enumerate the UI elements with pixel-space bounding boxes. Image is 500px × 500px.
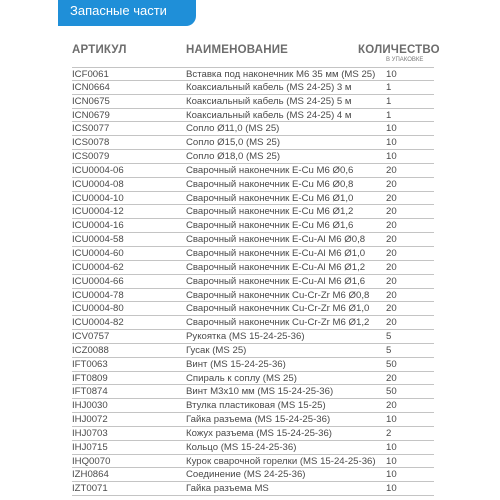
table-row [72, 441, 434, 455]
name-cell: Винт М3х10 мм (MS 15-24-25-36) [186, 386, 334, 398]
table-row [72, 122, 434, 136]
table-row [72, 67, 434, 81]
quantity-cell: 10 [386, 123, 397, 135]
quantity-cell: 20 [386, 303, 397, 315]
article-cell: ICF0061 [72, 69, 109, 80]
column-header-quantity-sub: В УПАКОВКЕ [386, 57, 424, 63]
article-cell: IHJ0030 [72, 400, 108, 412]
table-row [72, 247, 434, 261]
article-cell: IFT0809 [72, 372, 108, 384]
name-cell: Коаксиальный кабель (MS 24-25) 4 м [186, 109, 352, 121]
quantity-cell: 1 [386, 95, 392, 107]
article-cell: IFT0874 [72, 386, 108, 398]
quantity-cell: 20 [386, 206, 397, 218]
article-cell: ICS0079 [72, 151, 110, 163]
name-cell: Сварочный наконечник E-Cu-Al М6 Ø1,0 [186, 247, 366, 259]
table-row [72, 344, 434, 358]
quantity-cell: 20 [386, 192, 397, 204]
section-banner: Запасные части [58, 0, 196, 26]
name-cell: Коаксиальный кабель (MS 24-25) 5 м [186, 95, 352, 107]
table-row [72, 178, 434, 192]
article-cell: ICN0679 [72, 109, 110, 121]
quantity-cell: 10 [386, 137, 397, 149]
quantity-cell: 20 [386, 164, 397, 176]
table-row [72, 427, 434, 441]
table-row [72, 302, 434, 316]
quantity-cell: 50 [386, 358, 397, 370]
article-cell: ICU0004-06 [72, 164, 124, 176]
table-row [72, 164, 434, 178]
table-row [72, 233, 434, 247]
article-cell: ICS0077 [72, 123, 110, 135]
name-cell: Рукоятка (MS 15-24-25-36) [186, 331, 305, 343]
name-cell: Гайка разъема (MS 15-24-25-36) [186, 414, 331, 426]
column-header-article: АРТИКУЛ [72, 44, 127, 56]
table-row [72, 358, 434, 372]
table-row [72, 289, 434, 303]
parts-table [72, 67, 434, 496]
name-cell: Кольцо (MS 15-24-25-36) [186, 441, 297, 453]
quantity-cell: 20 [386, 247, 397, 259]
name-cell: Винт (MS 15-24-25-36) [186, 358, 286, 370]
article-cell: ICU0004-82 [72, 317, 124, 329]
name-cell: Сварочный наконечник Cu-Cr-Zr М6 Ø1,2 [186, 317, 370, 329]
article-cell: ICN0675 [72, 95, 110, 107]
quantity-cell: 10 [386, 69, 397, 80]
quantity-cell: 10 [386, 441, 397, 453]
article-cell: ICU0004-08 [72, 178, 124, 190]
table-row [72, 468, 434, 482]
article-cell: ICN0664 [72, 81, 110, 93]
article-cell: ICU0004-78 [72, 289, 124, 301]
table-row [72, 385, 434, 399]
name-cell: Сварочный наконечник E-Cu-Al М6 Ø0,8 [186, 234, 366, 246]
column-header-quantity: КОЛИЧЕСТВО [358, 44, 440, 56]
quantity-cell: 50 [386, 386, 397, 398]
quantity-cell: 20 [386, 275, 397, 287]
article-cell: ICU0004-60 [72, 247, 124, 259]
article-cell: ICS0078 [72, 137, 110, 149]
table-row [72, 330, 434, 344]
quantity-cell: 10 [386, 455, 397, 467]
quantity-cell: 20 [386, 261, 397, 273]
quantity-cell: 20 [386, 400, 397, 412]
quantity-cell: 20 [386, 178, 397, 190]
table-row [72, 219, 434, 233]
name-cell: Сварочный наконечник E-Cu М6 Ø0,6 [186, 164, 354, 176]
article-cell: IFT0063 [72, 358, 108, 370]
article-cell: ICV0757 [72, 331, 110, 343]
quantity-cell: 5 [386, 331, 392, 343]
table-row [72, 205, 434, 219]
article-cell: ICU0004-16 [72, 220, 124, 232]
table-row [72, 372, 434, 386]
quantity-cell: 20 [386, 234, 397, 246]
quantity-cell: 20 [386, 289, 397, 301]
name-cell: Гайка разъема MS [186, 483, 269, 495]
table-row [72, 275, 434, 289]
article-cell: ICU0004-80 [72, 303, 124, 315]
name-cell: Втулка пластиковая (MS 15-25) [186, 400, 326, 412]
name-cell: Сварочный наконечник E-Cu М6 Ø1,0 [186, 192, 354, 204]
article-cell: ICU0004-10 [72, 192, 124, 204]
quantity-cell: 10 [386, 483, 397, 495]
article-cell: IHQ0070 [72, 455, 111, 467]
table-row [72, 413, 434, 427]
table-row [72, 136, 434, 150]
quantity-cell: 1 [386, 109, 392, 121]
quantity-cell: 10 [386, 469, 397, 481]
name-cell: Гусак (MS 25) [186, 344, 247, 356]
name-cell: Спираль к соплу (MS 25) [186, 372, 297, 384]
article-cell: IZH0864 [72, 469, 109, 481]
quantity-cell: 10 [386, 151, 397, 163]
name-cell: Сварочный наконечник E-Cu-Al М6 Ø1,2 [186, 261, 366, 273]
article-cell: ICU0004-12 [72, 206, 124, 218]
article-cell: ICU0004-66 [72, 275, 124, 287]
table-row [72, 482, 434, 496]
column-header-name: НАИМЕНОВАНИЕ [186, 44, 289, 56]
article-cell: ICU0004-58 [72, 234, 124, 246]
article-cell: IHJ0715 [72, 441, 108, 453]
article-cell: IZT0071 [72, 483, 108, 495]
table-row [72, 150, 434, 164]
name-cell: Сопло Ø11,0 (MS 25) [186, 123, 280, 135]
quantity-cell: 10 [386, 414, 397, 426]
table-row [72, 81, 434, 95]
name-cell: Сварочный наконечник E-Cu-Al М6 Ø1,6 [186, 275, 366, 287]
table-row [72, 455, 434, 469]
name-cell: Вставка под наконечник М6 35 мм (MS 25) [186, 69, 376, 80]
article-cell: ICZ0088 [72, 344, 109, 356]
quantity-cell: 20 [386, 220, 397, 232]
quantity-cell: 20 [386, 317, 397, 329]
quantity-cell: 20 [386, 372, 397, 384]
table-row [72, 316, 434, 330]
name-cell: Коаксиальный кабель (MS 24-25) 3 м [186, 81, 352, 93]
name-cell: Сопло Ø15,0 (MS 25) [186, 137, 281, 149]
name-cell: Сварочный наконечник Cu-Cr-Zr М6 Ø0,8 [186, 289, 370, 301]
name-cell: Соединение (MS 24-25-36) [186, 469, 306, 481]
name-cell: Сварочный наконечник Cu-Cr-Zr М6 Ø1,0 [186, 303, 370, 315]
quantity-cell: 1 [386, 81, 392, 93]
name-cell: Сопло Ø18,0 (MS 25) [186, 151, 281, 163]
article-cell: IHJ0703 [72, 427, 108, 439]
table-row [72, 261, 434, 275]
name-cell: Сварочный наконечник E-Cu М6 Ø0,8 [186, 178, 354, 190]
quantity-cell: 5 [386, 344, 392, 356]
quantity-cell: 2 [386, 427, 392, 439]
table-row [72, 192, 434, 206]
article-cell: ICU0004-62 [72, 261, 124, 273]
name-cell: Сварочный наконечник E-Cu М6 Ø1,2 [186, 206, 354, 218]
table-row [72, 399, 434, 413]
table-row [72, 109, 434, 123]
table-row [72, 95, 434, 109]
name-cell: Сварочный наконечник E-Cu М6 Ø1,6 [186, 220, 354, 232]
name-cell: Кожух разъема (MS 15-24-25-36) [186, 427, 332, 439]
name-cell: Курок сварочной горелки (MS 15-24-25-36) [186, 455, 376, 467]
article-cell: IHJ0072 [72, 414, 108, 426]
